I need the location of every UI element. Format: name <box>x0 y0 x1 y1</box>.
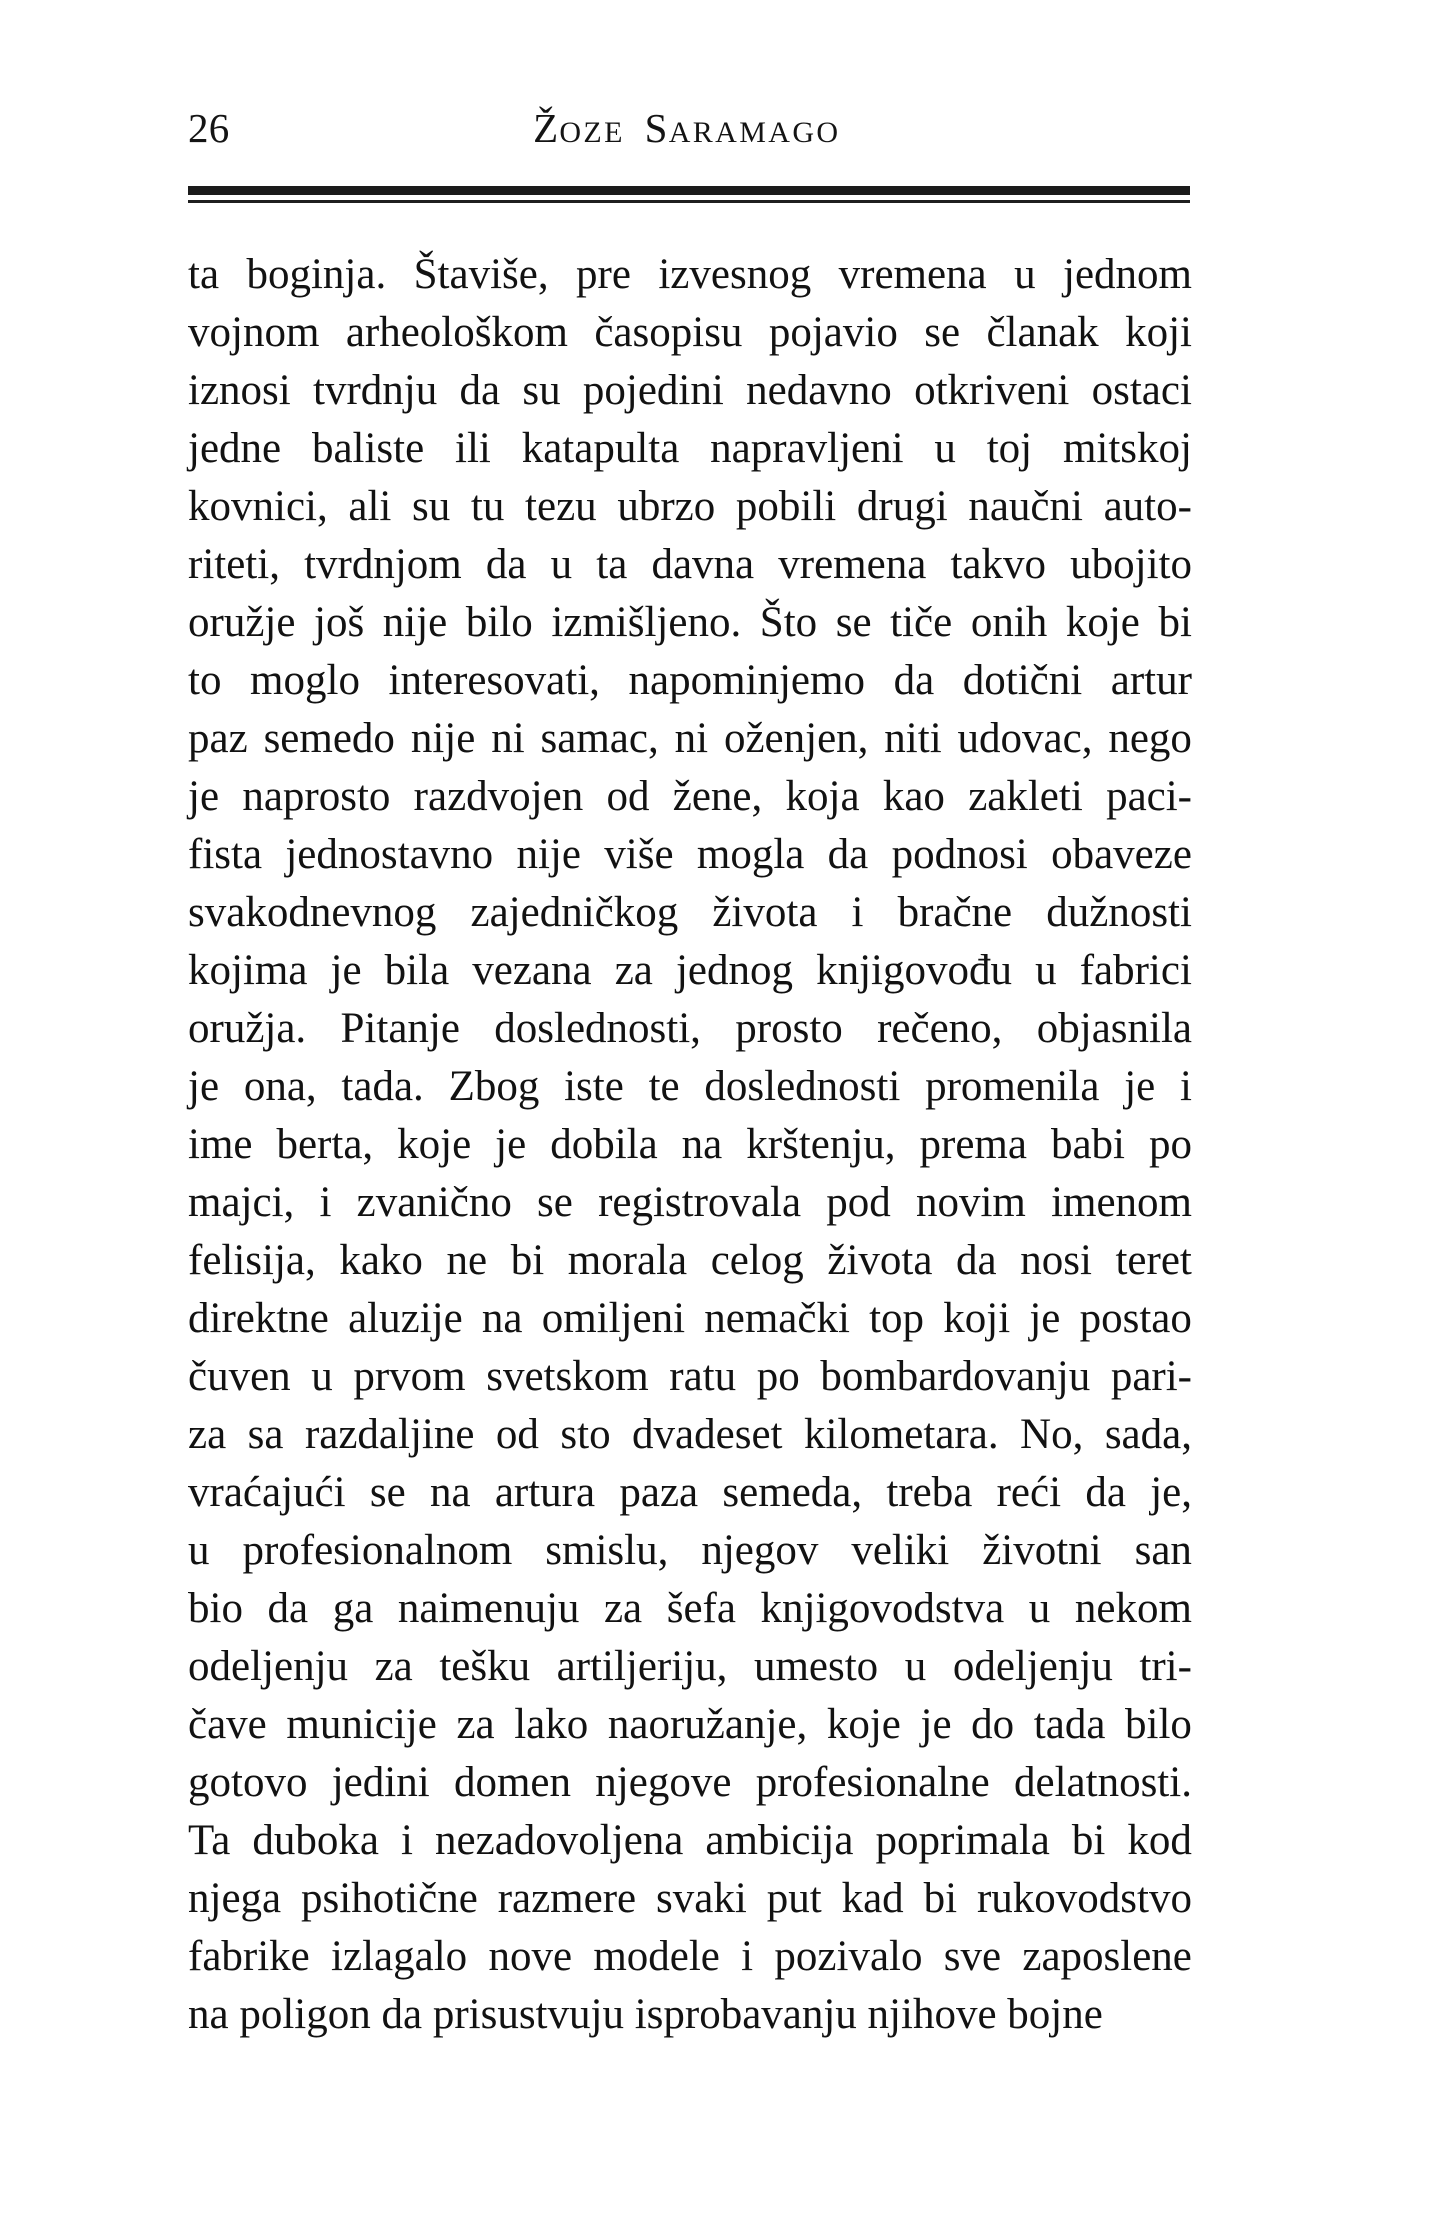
text-word: san <box>1134 1527 1192 1574</box>
text-word: u <box>188 1527 210 1574</box>
text-word: delatnosti. <box>1014 1759 1192 1806</box>
text-word: za <box>188 1411 227 1458</box>
text-word: naimenuju <box>397 1585 580 1632</box>
text-line <box>188 1232 1192 1290</box>
text-word: ne <box>446 1237 488 1284</box>
text-word: napravljeni <box>710 425 904 472</box>
text-word: toj <box>986 425 1033 472</box>
text-line: na poligon da prisustvuju isprobavanju njihove bojne <box>188 1991 1103 2038</box>
text-word: artiljeriju, <box>556 1643 728 1690</box>
text-word: bilo <box>1125 1701 1192 1748</box>
text-word: ratu <box>669 1353 737 1400</box>
text-line <box>188 884 1192 942</box>
author-name-part-1: OZE <box>559 116 625 149</box>
text-line <box>188 1174 1192 1232</box>
text-word: koja <box>785 773 860 820</box>
text-word: žene, <box>672 773 763 820</box>
text-line <box>188 1348 1192 1406</box>
text-word: paci- <box>1106 773 1192 820</box>
text-word: doslednosti <box>704 1063 901 1110</box>
text-word: svetskom <box>486 1353 649 1400</box>
text-word: knjigovodstva <box>760 1585 1005 1632</box>
text-line <box>188 1464 1192 1522</box>
text-word: izvesnog <box>658 251 812 298</box>
text-word: celog <box>710 1237 804 1284</box>
text-word: jednog <box>675 947 793 994</box>
text-word: umesto <box>753 1643 879 1690</box>
text-word: časopisu <box>594 309 743 356</box>
text-word: po <box>756 1353 800 1400</box>
text-word: mitskoj <box>1062 425 1192 472</box>
text-word: za <box>456 1701 495 1748</box>
text-word: i <box>851 889 864 936</box>
text-word: da <box>956 1237 997 1284</box>
text-word: u <box>1035 947 1057 994</box>
text-word: Zbog <box>448 1063 540 1110</box>
text-word: životni <box>982 1527 1102 1574</box>
text-word: u <box>904 1643 927 1690</box>
text-word: auto- <box>1103 483 1192 530</box>
text-word: na <box>481 1295 523 1342</box>
text-line <box>188 768 1192 826</box>
text-word: bi <box>1071 1817 1106 1864</box>
text-line <box>188 536 1192 594</box>
text-word: ta <box>188 251 220 298</box>
text-word: je <box>1124 1063 1156 1110</box>
text-word: naoružanje, <box>607 1701 808 1748</box>
text-word: odeljenju <box>188 1643 349 1690</box>
text-word: naučni <box>968 483 1083 530</box>
text-word: još <box>314 599 365 646</box>
text-word: bombardovanju <box>820 1353 1091 1400</box>
text-word: da <box>893 657 935 704</box>
text-word: po <box>1148 1121 1192 1168</box>
text-word: za <box>614 947 653 994</box>
text-word: te <box>648 1063 680 1110</box>
text-line <box>188 304 1192 362</box>
text-line <box>188 1522 1192 1580</box>
text-word: knjigovođu <box>816 947 1012 994</box>
text-word: razdvojen <box>413 773 584 820</box>
text-word: treba <box>886 1469 973 1516</box>
text-word: tada <box>1033 1701 1106 1748</box>
text-word: je <box>188 773 220 820</box>
text-word: smislu, <box>545 1527 669 1574</box>
text-word: jedne <box>188 425 282 472</box>
text-word: nove <box>488 1933 573 1980</box>
header-double-rule <box>188 186 1190 203</box>
text-word: kojima <box>188 947 308 994</box>
text-word: arheološkom <box>345 309 568 356</box>
text-word: nego <box>1108 715 1192 762</box>
text-word: rečeno, <box>877 1005 1003 1052</box>
text-line <box>188 1000 1192 1058</box>
text-word: podnosi <box>891 831 1028 878</box>
text-line <box>188 1696 1192 1754</box>
text-word: otkriveni <box>914 367 1070 414</box>
text-word: semeda, <box>722 1469 863 1516</box>
text-word: bi <box>1158 599 1192 646</box>
text-line <box>188 942 1192 1000</box>
header-rule-thin <box>188 200 1190 203</box>
text-word: tiče <box>890 599 953 646</box>
text-word: ubojito <box>1070 541 1192 588</box>
text-word: njega <box>188 1875 282 1922</box>
text-word: fista <box>188 831 263 878</box>
text-word: put <box>766 1875 822 1922</box>
text-word: života <box>712 889 818 936</box>
text-line <box>188 478 1192 536</box>
text-line <box>188 1058 1192 1116</box>
text-word: ambicija <box>705 1817 854 1864</box>
text-word: imenom <box>1051 1179 1192 1226</box>
text-word: davna <box>651 541 755 588</box>
text-word: kilometara. <box>803 1411 999 1458</box>
text-word: su <box>522 367 561 414</box>
text-word: municije <box>286 1701 437 1748</box>
text-word: šefa <box>666 1585 736 1632</box>
text-word: ili <box>455 425 491 472</box>
running-head <box>188 105 1190 164</box>
text-word: dotični <box>962 657 1083 704</box>
text-word: katapulta <box>521 425 680 472</box>
text-word: ga <box>332 1585 374 1632</box>
text-word: je <box>1029 1295 1061 1342</box>
text-word: su <box>412 483 451 530</box>
text-word: bi <box>923 1875 958 1922</box>
text-word: ta <box>596 541 628 588</box>
text-word: promenila <box>925 1063 1100 1110</box>
text-word: i <box>319 1179 332 1226</box>
text-word: koje <box>826 1701 901 1748</box>
text-word: Pitanje <box>340 1005 460 1052</box>
text-word: kovnici, <box>188 483 328 530</box>
text-word: odeljenju <box>952 1643 1113 1690</box>
text-word: razdaljine <box>304 1411 475 1458</box>
text-word: tri- <box>1139 1643 1192 1690</box>
text-word: majci, <box>188 1179 295 1226</box>
text-word: oružje <box>188 599 296 646</box>
text-word: paza <box>619 1469 699 1516</box>
text-word: njegove <box>595 1759 732 1806</box>
text-word: od <box>606 773 650 820</box>
text-word: tvrdnju <box>313 367 438 414</box>
text-word: duboka <box>252 1817 379 1864</box>
running-head-title-wrap <box>230 105 1190 151</box>
text-word: života <box>827 1237 933 1284</box>
text-word: zakleti <box>968 773 1083 820</box>
text-word: pre <box>576 251 631 298</box>
text-word: je <box>920 1701 952 1748</box>
text-word: da <box>1085 1469 1126 1516</box>
text-word: samac, <box>540 715 659 762</box>
text-word: koji <box>943 1295 1011 1342</box>
text-word: reći <box>996 1469 1062 1516</box>
text-word: sto <box>560 1411 611 1458</box>
text-word: baliste <box>311 425 425 472</box>
text-word: pari- <box>1110 1353 1192 1400</box>
text-word: do <box>971 1701 1015 1748</box>
text-word: drugi <box>856 483 948 530</box>
body-text-block <box>188 246 1192 2044</box>
text-word: napominjemo <box>628 657 865 704</box>
text-word: psihotične <box>301 1875 478 1922</box>
text-word: Štaviše, <box>413 251 549 298</box>
text-line <box>188 652 1192 710</box>
text-word: vojnom <box>188 309 320 356</box>
author-name-part-2: ARAMAGO <box>668 116 841 149</box>
text-word: top <box>869 1295 925 1342</box>
text-word: članak <box>986 309 1099 356</box>
text-word: nekom <box>1074 1585 1192 1632</box>
text-word: babi <box>1050 1121 1125 1168</box>
text-line <box>188 1638 1192 1696</box>
text-word: vremena <box>838 251 987 298</box>
header-rule-thick <box>188 186 1190 195</box>
text-word: je, <box>1150 1469 1192 1516</box>
text-word: kod <box>1127 1817 1192 1864</box>
text-word: onih <box>970 599 1048 646</box>
text-word: je <box>330 947 362 994</box>
text-word: No, <box>1020 1411 1084 1458</box>
text-word: čuven <box>188 1353 291 1400</box>
text-word: prema <box>919 1121 1027 1168</box>
text-word: bi <box>510 1237 545 1284</box>
text-word: gotovo <box>188 1759 308 1806</box>
text-line <box>188 594 1192 652</box>
text-word: u <box>550 541 573 588</box>
text-word: rukovodstvo <box>976 1875 1192 1922</box>
text-word: jednostavno <box>285 831 494 878</box>
text-word: sada, <box>1104 1411 1192 1458</box>
text-word: artur <box>1110 657 1192 704</box>
text-line <box>188 420 1192 478</box>
text-word: zaposlene <box>1022 1933 1192 1980</box>
text-word: direktne <box>188 1295 329 1342</box>
text-word: je <box>188 1063 220 1110</box>
text-line <box>188 362 1192 420</box>
text-line <box>188 1406 1192 1464</box>
text-word: kao <box>882 773 945 820</box>
text-word: zajedničkog <box>470 889 679 936</box>
text-word: bila <box>384 947 450 994</box>
text-word: poprimala <box>875 1817 1050 1864</box>
text-word: dvadeset <box>632 1411 783 1458</box>
text-word: dobila <box>550 1121 658 1168</box>
text-word: omiljeni <box>541 1295 686 1342</box>
text-word: vezana <box>472 947 592 994</box>
text-word: više <box>604 831 674 878</box>
text-word: to <box>188 657 222 704</box>
text-word: dužnosti <box>1046 889 1192 936</box>
text-word: se <box>369 1469 406 1516</box>
text-word: tada. <box>341 1063 424 1110</box>
author-initial-s: S <box>644 105 669 151</box>
text-word: iste <box>564 1063 624 1110</box>
text-word: izlagalo <box>331 1933 468 1980</box>
text-word: čave <box>188 1701 267 1748</box>
text-word: Što <box>759 599 818 646</box>
text-word: fabrici <box>1079 947 1192 994</box>
text-word: svaki <box>656 1875 747 1922</box>
text-word: teret <box>1115 1237 1192 1284</box>
text-word: modele <box>593 1933 720 1980</box>
text-word: oružja. <box>188 1005 307 1052</box>
text-word: niti <box>884 715 942 762</box>
text-word: pojavio <box>768 309 898 356</box>
text-word: u <box>934 425 956 472</box>
text-word: ni <box>491 715 525 762</box>
text-word: da <box>827 831 869 878</box>
text-word: pozivalo <box>774 1933 923 1980</box>
text-word: ni <box>674 715 709 762</box>
text-line <box>188 710 1192 768</box>
text-word: oženjen, <box>723 715 869 762</box>
text-word: doslednosti, <box>494 1005 701 1052</box>
text-line <box>188 1928 1192 1986</box>
text-word: na <box>429 1469 471 1516</box>
text-word: vraćajući <box>188 1469 346 1516</box>
text-word: novim <box>915 1179 1026 1226</box>
text-word: da <box>485 541 527 588</box>
text-word: pobili <box>735 483 837 530</box>
text-word: ostaci <box>1091 367 1192 414</box>
text-line <box>188 826 1192 884</box>
text-word: tezu <box>525 483 597 530</box>
text-word: jednom <box>1063 251 1192 298</box>
text-word: njegov <box>701 1527 819 1574</box>
text-word: registrovala <box>598 1179 802 1226</box>
text-word: postao <box>1079 1295 1192 1342</box>
text-word: nemački <box>704 1295 850 1342</box>
text-line <box>188 1580 1192 1638</box>
text-word: aluzije <box>348 1295 463 1342</box>
text-word: od <box>495 1411 539 1458</box>
text-word: paz <box>188 715 248 762</box>
page-number: 26 <box>188 105 230 151</box>
text-word: vremena <box>778 541 927 588</box>
text-word: tešku <box>439 1643 531 1690</box>
text-word: lako <box>514 1701 589 1748</box>
text-word: koje <box>397 1121 472 1168</box>
text-word: koje <box>1065 599 1140 646</box>
text-word: razmere <box>497 1875 637 1922</box>
text-word: kad <box>841 1875 904 1922</box>
text-word: nosi <box>1020 1237 1092 1284</box>
running-head-space <box>625 116 645 149</box>
text-word: da <box>267 1585 309 1632</box>
author-initial-z: Ž <box>533 105 560 151</box>
text-word: prosto <box>735 1005 843 1052</box>
text-word: interesovati, <box>388 657 600 704</box>
text-word: tvrdnjom <box>304 541 462 588</box>
text-word: da <box>459 367 501 414</box>
text-word: profesionalne <box>755 1759 990 1806</box>
text-word: iznosi <box>188 367 291 414</box>
text-word: bilo <box>465 599 533 646</box>
text-word: bio <box>188 1585 243 1632</box>
text-line <box>188 1754 1192 1812</box>
text-word: sve <box>943 1933 1002 1980</box>
text-word: moglo <box>250 657 360 704</box>
text-word: se <box>835 599 872 646</box>
text-word: nezadovoljena <box>435 1817 684 1864</box>
text-word: nije <box>516 831 581 878</box>
text-word: ali <box>348 483 392 530</box>
text-word: domen <box>453 1759 571 1806</box>
text-word: izmišljeno. <box>551 599 742 646</box>
text-word: berta, <box>276 1121 374 1168</box>
text-word: artura <box>494 1469 596 1516</box>
text-line <box>188 1116 1192 1174</box>
text-word: ubrzo <box>617 483 716 530</box>
text-word: se <box>537 1179 573 1226</box>
text-word: kako <box>339 1237 423 1284</box>
text-word: sa <box>247 1411 284 1458</box>
running-head-title <box>533 105 841 151</box>
text-word: bračne <box>897 889 1013 936</box>
text-word: naprosto <box>242 773 391 820</box>
text-word: takvo <box>950 541 1046 588</box>
text-word: semedo <box>263 715 395 762</box>
text-word: mogla <box>696 831 805 878</box>
text-word: i <box>1180 1063 1192 1110</box>
text-word: koji <box>1125 309 1192 356</box>
text-word: je <box>495 1121 527 1168</box>
text-word: Ta <box>188 1817 231 1864</box>
text-word: ona, <box>243 1063 317 1110</box>
text-word: krštenju, <box>746 1121 896 1168</box>
text-word: nedavno <box>746 367 892 414</box>
text-word: riteti, <box>188 541 280 588</box>
text-line <box>188 246 1192 304</box>
text-word: se <box>924 309 961 356</box>
text-word: i <box>401 1817 413 1864</box>
text-word: ime <box>188 1121 253 1168</box>
text-word: za <box>374 1643 413 1690</box>
text-line <box>188 1812 1192 1870</box>
text-word: obaveze <box>1051 831 1192 878</box>
text-word: na <box>681 1121 723 1168</box>
text-word: u <box>1028 1585 1051 1632</box>
text-word: pojedini <box>582 367 724 414</box>
text-word: tu <box>470 483 505 530</box>
text-word: udovac, <box>957 715 1093 762</box>
text-word: veliki <box>851 1527 950 1574</box>
text-line <box>188 1290 1192 1348</box>
text-word: za <box>603 1585 643 1632</box>
text-word: nije <box>382 599 448 646</box>
text-word: pod <box>826 1179 891 1226</box>
text-word: prvom <box>353 1353 466 1400</box>
text-word: objasnila <box>1036 1005 1192 1052</box>
text-word: u <box>311 1353 333 1400</box>
text-word: nije <box>410 715 476 762</box>
text-word: i <box>741 1933 754 1980</box>
text-word: felisija, <box>188 1237 316 1284</box>
text-line <box>188 1870 1192 1928</box>
text-word: svakodnevnog <box>188 889 437 936</box>
text-word: zvanično <box>356 1179 512 1226</box>
text-word: jedini <box>331 1759 430 1806</box>
text-word: boginja. <box>246 251 387 298</box>
text-word: morala <box>567 1237 688 1284</box>
text-word: fabrike <box>188 1933 310 1980</box>
text-word: profesionalnom <box>242 1527 513 1574</box>
text-word: u <box>1014 251 1036 298</box>
